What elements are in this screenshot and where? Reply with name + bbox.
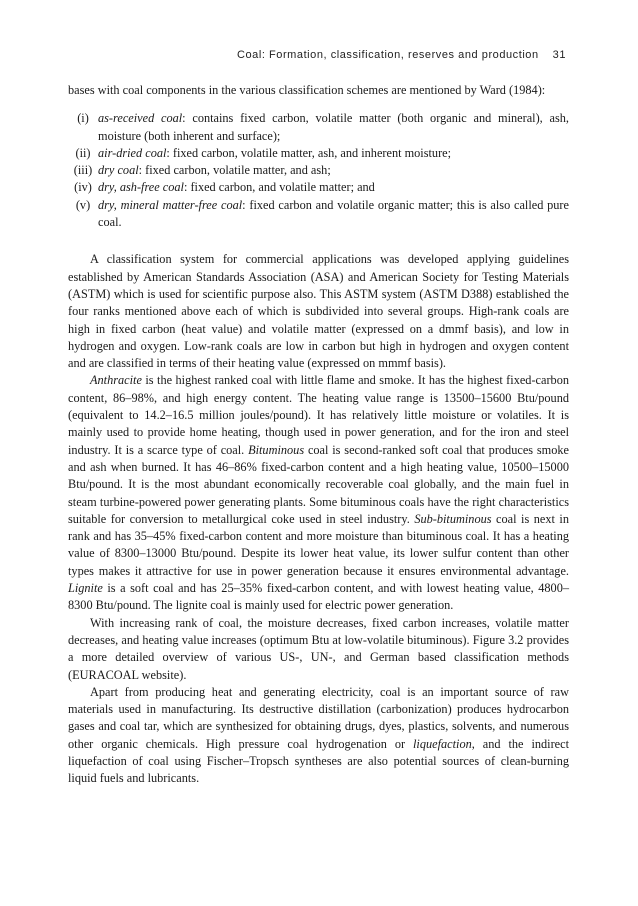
list-item <box>68 197 569 232</box>
classification-paragraph: A classification system for commercial applications was developed applying guidelines established by American Standards Association (ASA) and American Society for Testing Materials (ASTM) which is used for scientific purpose also. This ASTM system (ASTM D388) established the four ranks mentioned above each of which is subdivided into several groups. High-rank coals are high in fixed carbon (heat value) and volatile matter (expressed on a dmmf basis), and low in hydrogen and oxygen. Low-rank coals are low in carbon but high in hydrogen and oxygen content and are classified in terms of their heating value (expressed on mmmf basis). <box>68 252 569 371</box>
list-term: air-dried coal <box>98 145 167 160</box>
paragraph-text: coal is next in rank and has 35–45% fixed-carbon content and more moisture than bituminous coal. It has a heating value of 8300–13000 Btu/pound. Despite its lower heat value, its lower sulfur content than other types makes it attractive for use in power generation because it ensures environmental advantage. <box>68 511 570 578</box>
list-term: dry, mineral matter-free coal <box>98 197 243 212</box>
list-number: (ii) <box>75 145 91 160</box>
list-desc: : fixed carbon and volatile organic matter; this is also called pure coal. <box>98 197 569 230</box>
list-item <box>68 110 569 145</box>
term-bituminous: Bituminous <box>248 442 305 457</box>
rank-trend-paragraph: With increasing rank of coal, the moisture decreases, fixed carbon increases, volatile matter decreases, and heating value increases (optimum Btu at low-volatile bituminous). Figure 3.2 provides a more detailed overview of various US-, UN-, and German based classification methods (EURACOAL website). <box>68 615 569 682</box>
term-liquefaction: liquefaction <box>413 736 472 751</box>
list-number: (iv) <box>74 180 92 195</box>
list-desc: : fixed carbon, and volatile matter; and <box>183 180 375 195</box>
list-text <box>98 110 569 145</box>
list-term: as-received coal <box>98 111 183 126</box>
paragraph-text: is a soft coal and has 25–35% fixed-carbon content, and with lowest heating value, 4800–8300 Btu/pound. The lignite coal is mainly used for electric power generation. <box>68 581 569 613</box>
list-item <box>68 179 569 196</box>
list-desc: : contains fixed carbon, volatile matter (both organic and mineral), ash, moisture (both inherent and surface); <box>98 111 569 143</box>
running-header <box>237 49 566 61</box>
coal-ranks-paragraph <box>68 372 569 614</box>
list-item <box>68 162 569 179</box>
list-text <box>98 179 569 196</box>
intro-paragraph: bases with coal components in the various classification schemes are mentioned by Ward (1984): <box>68 83 546 97</box>
list-number: (i) <box>77 111 89 126</box>
list-term: dry coal <box>98 163 139 178</box>
body-text <box>68 82 569 788</box>
list-text <box>98 197 569 232</box>
list-text <box>98 162 569 179</box>
paragraph-text: , and the indirect liquefaction of coal using Fischer–Tropsch syntheses are also potential sources of clean-burning liquid fuels and lubricants. <box>68 736 569 786</box>
term-subbituminous: Sub-bituminous <box>414 511 492 526</box>
list-number: (v) <box>75 197 91 212</box>
list-text <box>98 145 569 162</box>
paragraph-text: is the highest ranked coal with little flame and smoke. It has the highest fixed-carbon content, 86–98%, and high energy content. The heating value range is 13500–15600 Btu/pound (equivalent to 14.2–16.5 million joules/pound). It has relatively little moisture or volatiles. It is mainly used to provide home heating, though used in power generation, and for the iron and steel industry. It is a scarce type of coal. <box>68 373 569 457</box>
coal-basis-list <box>68 110 569 231</box>
term-anthracite: Anthracite <box>90 373 142 388</box>
list-term: dry, ash-free coal <box>98 180 184 195</box>
term-lignite: Lignite <box>68 581 103 596</box>
paragraph-text: coal is second-ranked soft coal that produces smoke and ash when burned. It has 46–86% fixed-carbon content and a high heating value, 10500–15000 Btu/pound. It is the most abundant economically recoverable coal globally, and the main fuel in steam turbine-powered power generating plants. Some bituminous coals have the right characteristics suitable for conversion to metallurgical coke used in steel industry. <box>68 442 569 526</box>
list-desc: : fixed carbon, volatile matter, ash, and inherent moisture; <box>166 145 452 160</box>
paragraph-text: Apart from producing heat and generating electricity, coal is an important source of raw materials used in manufacturing. Its destructive distillation (carbonization) produces hydrocarbon gases and coal tar, which are synthesized for obtaining drugs, dyes, plastics, solvents, and numerous other organic chemicals. High pressure coal hydrogenation or <box>68 684 569 751</box>
running-title: Coal: Formation, classification, reserves and production <box>237 49 539 61</box>
list-desc: : fixed carbon, volatile matter, and ash; <box>138 163 331 178</box>
page-number: 31 <box>552 49 566 61</box>
raw-materials-paragraph <box>68 684 569 788</box>
paragraph-gap <box>68 242 569 251</box>
list-item <box>68 145 569 162</box>
list-number: (iii) <box>73 163 93 178</box>
